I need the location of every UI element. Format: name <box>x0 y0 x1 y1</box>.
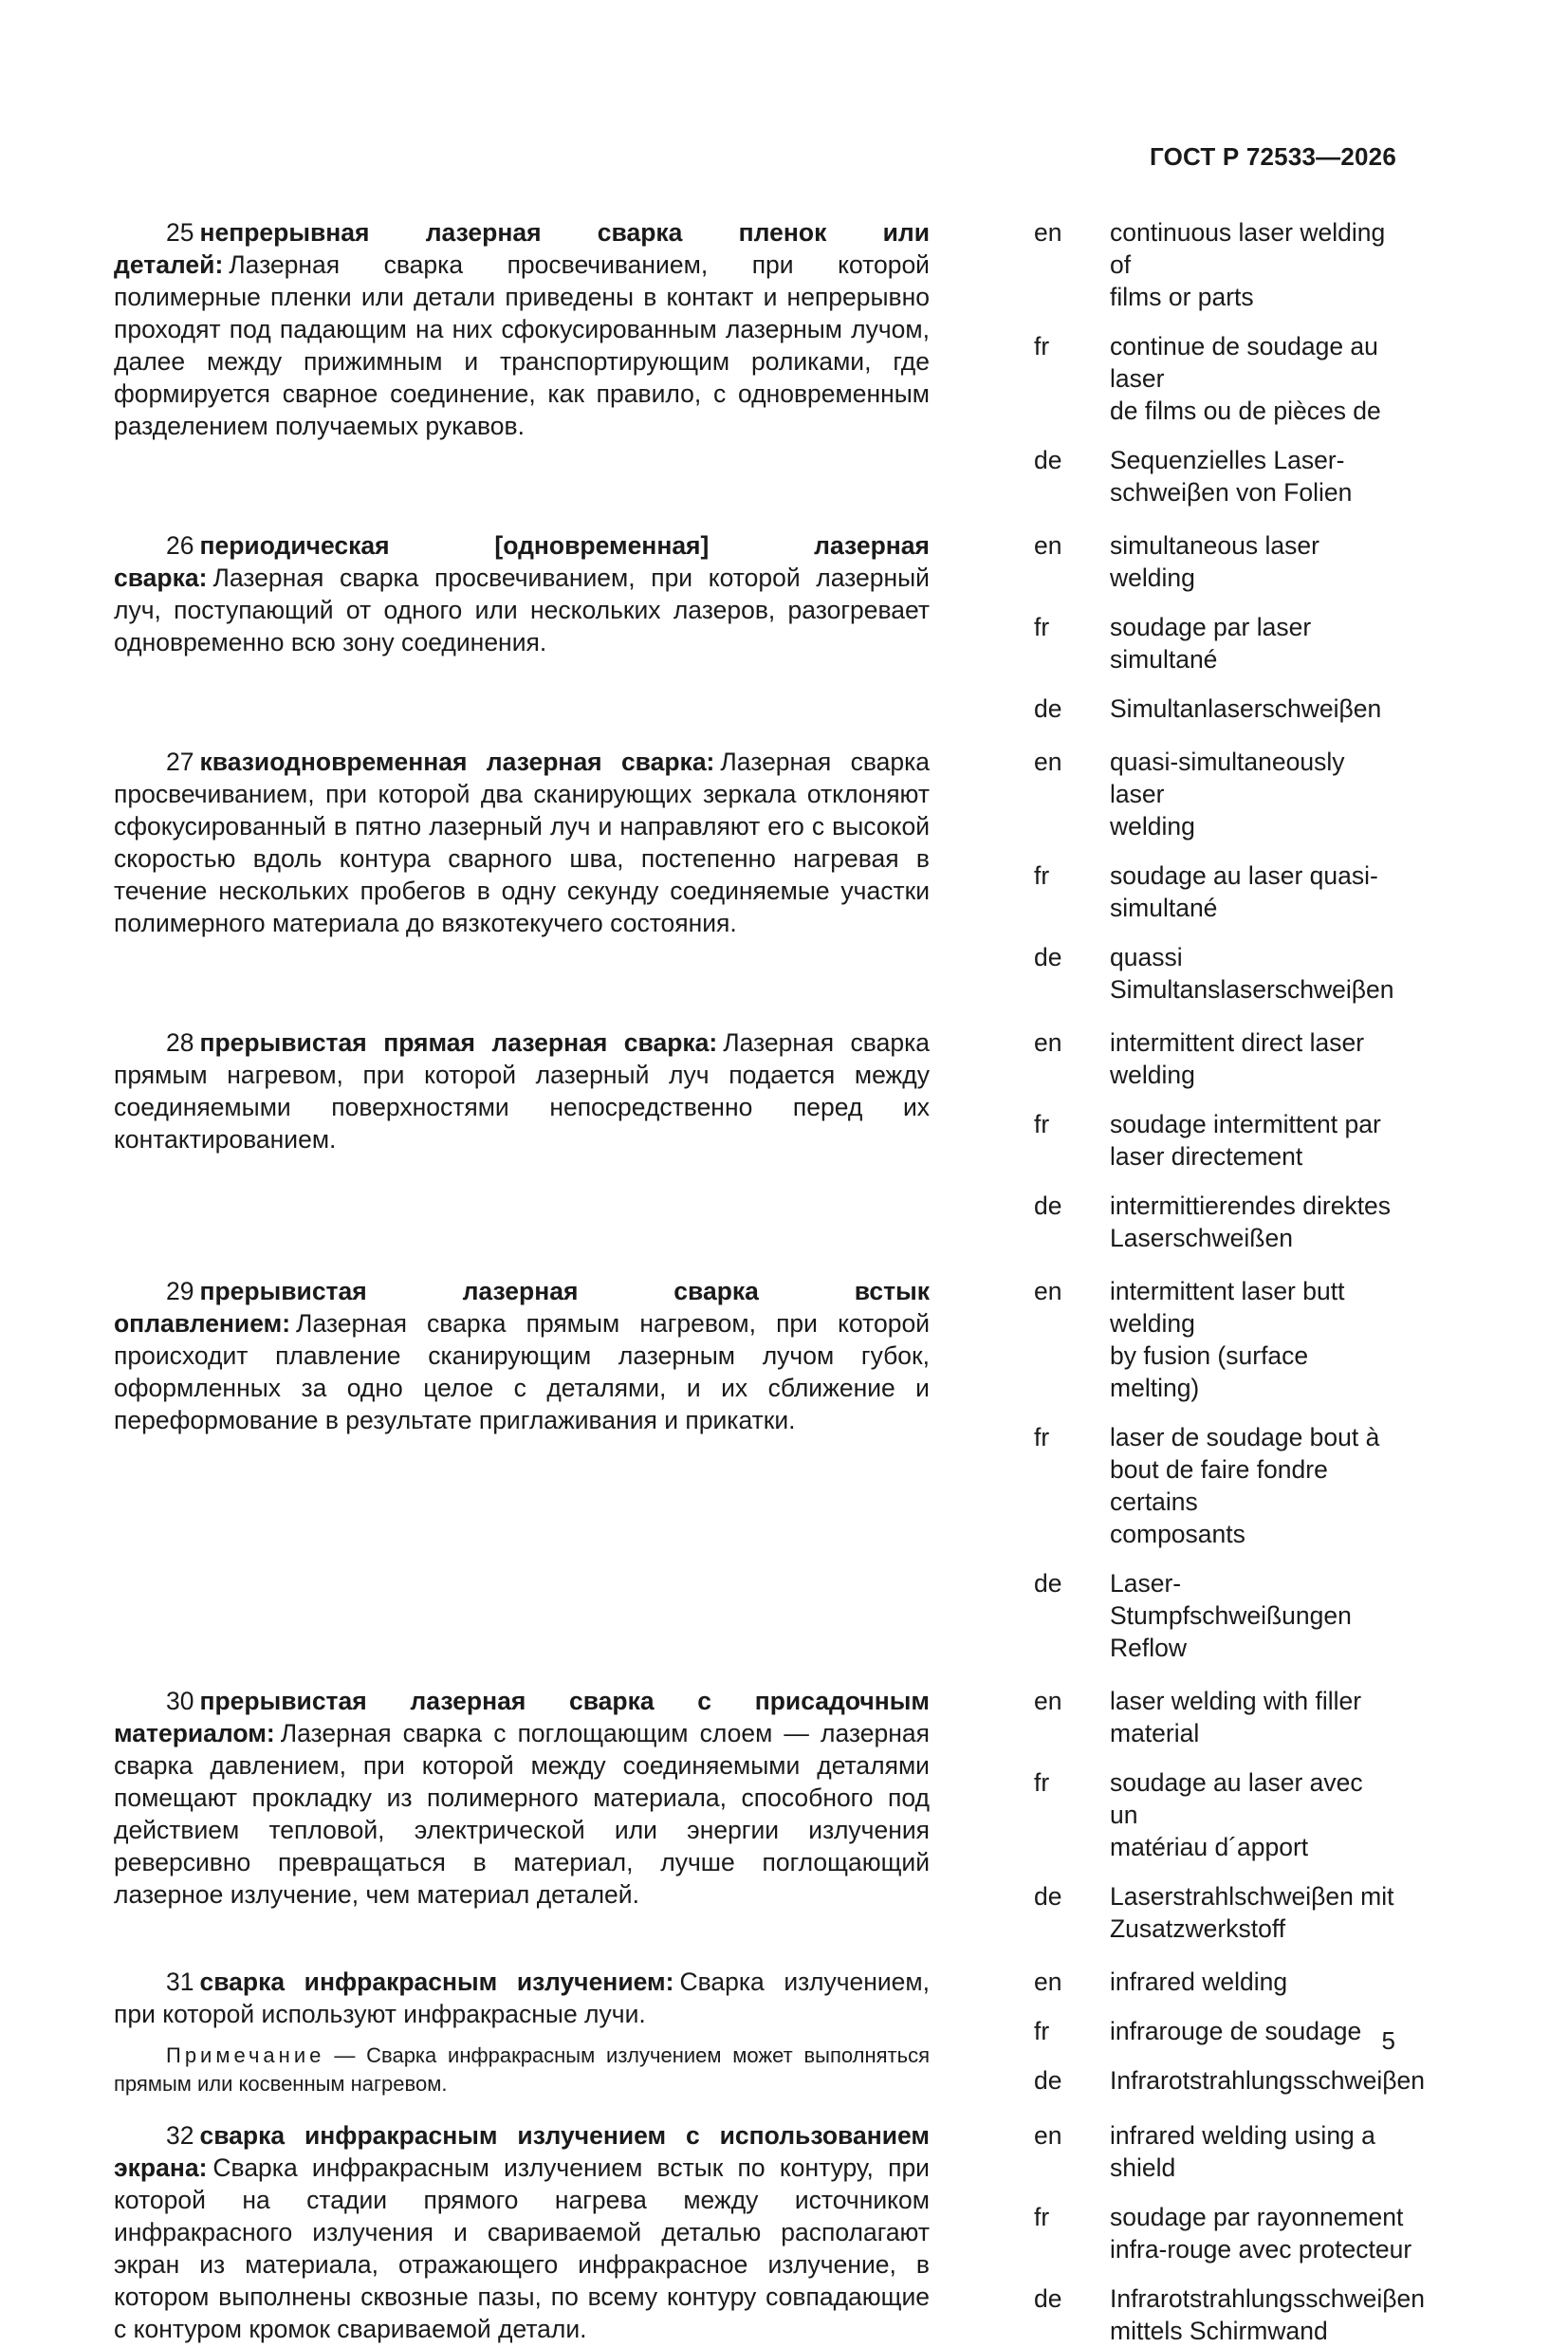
term-number: 29 <box>166 1277 194 1305</box>
language-code: en <box>1034 2121 1062 2150</box>
equivalent-en <box>1034 1275 1396 1404</box>
equivalent-en <box>1034 1026 1396 1091</box>
language-code: fr <box>1034 1110 1050 1138</box>
equivalent-term: infrared welding using a shield <box>1110 2121 1375 2182</box>
language-code: de <box>1034 2066 1062 2095</box>
language-code: fr <box>1034 2203 1050 2231</box>
language-code: de <box>1034 1882 1062 1911</box>
language-code: fr <box>1034 613 1050 641</box>
equivalent-term: quasi-simultaneously laser welding <box>1110 748 1345 841</box>
equivalent-fr <box>1034 1766 1396 1863</box>
term-note <box>114 2042 930 2098</box>
equivalent-en <box>1034 216 1396 313</box>
definition-paragraph <box>114 1966 930 2030</box>
term-entry <box>114 746 1396 1006</box>
definition-text: Лазерная сварка просвечиванием, при которой полимерные пленки или детали приведены в контакт и непрерывно проходят под падающим на них сфокусированным лазерным лучом, далее между прижимным и транспортирующим роликами, где формируется сварное соединение, как правило, с одновременным разделением получаемых рукавов. <box>114 250 930 440</box>
term-definition <box>114 2119 930 2345</box>
equivalent-term: continuous laser welding of films or parts <box>1110 218 1386 311</box>
term-name: прерывистая лазерная сварка встык оплавлением: <box>114 1277 930 1338</box>
equivalent-en <box>1034 1966 1425 1998</box>
equivalent-term: Infrarotstrahlungsschweiβen <box>1110 2066 1425 2095</box>
equivalent-de <box>1034 941 1396 1006</box>
page-number: 5 <box>1381 2026 1395 2055</box>
equivalent-fr <box>1034 611 1396 675</box>
equivalent-term: Sequenzielles Laser- schweiβen von Folien <box>1110 446 1353 507</box>
term-number: 26 <box>166 531 194 560</box>
language-code: fr <box>1034 332 1050 360</box>
note-text: — Сварка инфракрасным излучением может выполняться прямым или косвенным нагревом. <box>114 2043 930 2096</box>
language-code: de <box>1034 2284 1062 2313</box>
definition-paragraph <box>114 529 930 658</box>
term-definition <box>114 529 930 658</box>
equivalent-fr <box>1034 330 1396 427</box>
language-code: en <box>1034 1028 1062 1057</box>
definition-paragraph <box>114 216 930 442</box>
equivalent-en <box>1034 529 1396 594</box>
term-name: прерывистая прямая лазерная сварка: <box>199 1028 718 1057</box>
term-entry <box>114 1685 1396 1945</box>
definition-text: Лазерная сварка прямым нагревом, при которой лазерный луч подается между соединяемыми поверхностями непосредственно перед их контактированием. <box>114 1028 930 1154</box>
definition-paragraph <box>114 1275 930 1436</box>
document-id-header: ГОСТ Р 72533—2026 <box>1150 142 1396 171</box>
term-entry <box>114 1966 1425 2098</box>
term-definition <box>114 1685 930 1911</box>
term-definition <box>114 216 930 442</box>
language-code: de <box>1034 1569 1062 1598</box>
term-definition <box>114 1026 930 1155</box>
equivalent-fr <box>1034 859 1396 924</box>
equivalent-fr <box>1034 1108 1396 1173</box>
language-code: fr <box>1034 861 1050 890</box>
language-code: en <box>1034 531 1062 560</box>
term-entries <box>114 216 1425 2347</box>
language-code: fr <box>1034 1423 1050 1451</box>
equivalent-term: Laserstrahlschweiβen mit Zusatzwerkstoff <box>1110 1882 1394 1943</box>
definition-text: Лазерная сварка с поглощающим слоем — лазерная сварка давлением, при которой между соединяемыми деталями помещают прокладку из полимерного материала, способного под действием тепловой, электрической или энергии излучения реверсивно превращаться в материал, лучше поглощающий лазерное излучение, чем материал деталей. <box>114 1719 930 1909</box>
language-code: de <box>1034 694 1062 723</box>
language-code: en <box>1034 218 1062 247</box>
equivalent-fr <box>1034 2015 1425 2047</box>
equivalent-term: Simultanlaserschweiβen <box>1110 694 1382 723</box>
term-number: 28 <box>166 1028 194 1057</box>
term-number: 27 <box>166 748 194 776</box>
equivalent-en <box>1034 746 1396 842</box>
term-entry <box>114 1275 1396 1664</box>
language-code: en <box>1034 1687 1062 1715</box>
term-name: прерывистая лазерная сварка с присадочным материалом: <box>114 1687 930 1747</box>
definition-paragraph <box>114 746 930 939</box>
term-name: непрерывная лазерная сварка пленок или деталей: <box>114 218 930 279</box>
equivalent-en <box>1034 2119 1425 2184</box>
equivalent-term: intermittent direct laser welding <box>1110 1028 1365 1089</box>
definition-text: Сварка инфракрасным излучением встык по контуру, при которой на стадии прямого нагрева между источником инфракрасного излучения и свариваемой деталью располагают экран из материала, отражающего инфракрасное излучение, в котором выполнены сквозные пазы, по всему контуру совпадающие с контуром кромок свариваемой детали. <box>114 2153 930 2343</box>
equivalent-term: Laser-Stumpfschweißungen Reflow <box>1110 1569 1352 1662</box>
definition-text: Лазерная сварка просвечиванием, при которой два сканирующих зеркала отклоняют сфокусированный в пятно лазерный луч и направляют его с высокой скоростью вдоль контура сварного шва, постепенно нагревая в течение нескольких пробегов в одну секунду соединяемые участки полимерного материала до вязкотекучего состояния. <box>114 748 930 937</box>
term-name: сварка инфракрасным излучением: <box>199 1968 674 1996</box>
term-name: сварка инфракрасным излучением с использованием экрана: <box>114 2121 930 2182</box>
foreign-equivalents <box>1034 1275 1396 1664</box>
equivalent-term: infrarouge de soudage <box>1110 2017 1362 2045</box>
equivalent-term: laser de soudage bout à bout de faire fondre certains composants <box>1110 1423 1380 1548</box>
equivalent-de <box>1034 2282 1425 2347</box>
equivalent-term: continue de soudage au laser de films ou de pièces de <box>1110 332 1381 425</box>
foreign-equivalents <box>1034 1685 1396 1945</box>
equivalent-term: Infrarotstrahlungsschweiβen mittels Schirmwand <box>1110 2284 1425 2345</box>
equivalent-fr <box>1034 1421 1396 1550</box>
equivalent-term: laser welding with filler material <box>1110 1687 1362 1747</box>
definition-text: Лазерная сварка просвечиванием, при которой лазерный луч, поступающий от одного или нескольких лазеров, разогревает одновременно всю зону соединения. <box>114 564 930 656</box>
equivalent-term: simultaneous laser welding <box>1110 531 1319 592</box>
term-entry <box>114 529 1396 725</box>
language-code: de <box>1034 943 1062 971</box>
foreign-equivalents <box>1034 1966 1425 2097</box>
equivalent-term: intermittent laser butt welding by fusion (surface melting) <box>1110 1277 1345 1402</box>
term-number: 30 <box>166 1687 194 1715</box>
foreign-equivalents <box>1034 1026 1396 1254</box>
equivalent-en <box>1034 1685 1396 1749</box>
term-number: 31 <box>166 1968 194 1996</box>
definition-text: Лазерная сварка прямым нагревом, при которой происходит плавление сканирующим лазерным лучом губок, оформленных за одно целое с деталями, и их сближение и переформование в результате приглаживания и прикатки. <box>114 1309 930 1434</box>
language-code: en <box>1034 1277 1062 1305</box>
equivalent-term: soudage par laser simultané <box>1110 613 1312 674</box>
foreign-equivalents <box>1034 746 1396 1006</box>
language-code: en <box>1034 1968 1062 1996</box>
foreign-equivalents <box>1034 2119 1425 2347</box>
definition-paragraph <box>114 2119 930 2345</box>
equivalent-term: intermittierendes direktes Laserschweißen <box>1110 1192 1392 1252</box>
equivalent-term: soudage par rayonnement infra-rouge avec protecteur <box>1110 2203 1412 2264</box>
language-code: de <box>1034 1192 1062 1220</box>
term-entry <box>114 216 1396 508</box>
equivalent-term: soudage au laser avec un matériau d´apport <box>1110 1768 1363 1861</box>
equivalent-de <box>1034 1190 1396 1254</box>
term-number: 32 <box>166 2121 194 2150</box>
definition-paragraph <box>114 1685 930 1911</box>
equivalent-fr <box>1034 2201 1425 2265</box>
language-code: en <box>1034 748 1062 776</box>
equivalent-term: soudage au laser quasi- simultané <box>1110 861 1378 922</box>
term-definition <box>114 1966 930 2098</box>
foreign-equivalents <box>1034 216 1396 508</box>
definition-text: Сварка излучением, при которой используют инфракрасные лучи. <box>114 1968 931 2028</box>
language-code: fr <box>1034 2017 1050 2045</box>
term-name: периодическая [одновременная] лазерная сварка: <box>114 531 930 592</box>
term-definition <box>114 1275 930 1436</box>
term-name: квазиодновременная лазерная сварка: <box>199 748 715 776</box>
equivalent-term: soudage intermittent par laser directement <box>1110 1110 1381 1171</box>
term-entry <box>114 2119 1425 2347</box>
note-label: Примечание <box>166 2043 325 2067</box>
term-definition <box>114 746 930 939</box>
equivalent-de <box>1034 1567 1396 1664</box>
equivalent-de <box>1034 1880 1396 1945</box>
equivalent-de <box>1034 444 1396 508</box>
equivalent-de <box>1034 2064 1425 2097</box>
term-number: 25 <box>166 218 194 247</box>
language-code: fr <box>1034 1768 1050 1797</box>
equivalent-de <box>1034 693 1396 725</box>
equivalent-term: infrared welding <box>1110 1968 1288 1996</box>
term-entry <box>114 1026 1396 1254</box>
language-code: de <box>1034 446 1062 474</box>
equivalent-term: quassi Simultanslaserschweiβen <box>1110 943 1394 1004</box>
foreign-equivalents <box>1034 529 1396 725</box>
definition-paragraph <box>114 1026 930 1155</box>
